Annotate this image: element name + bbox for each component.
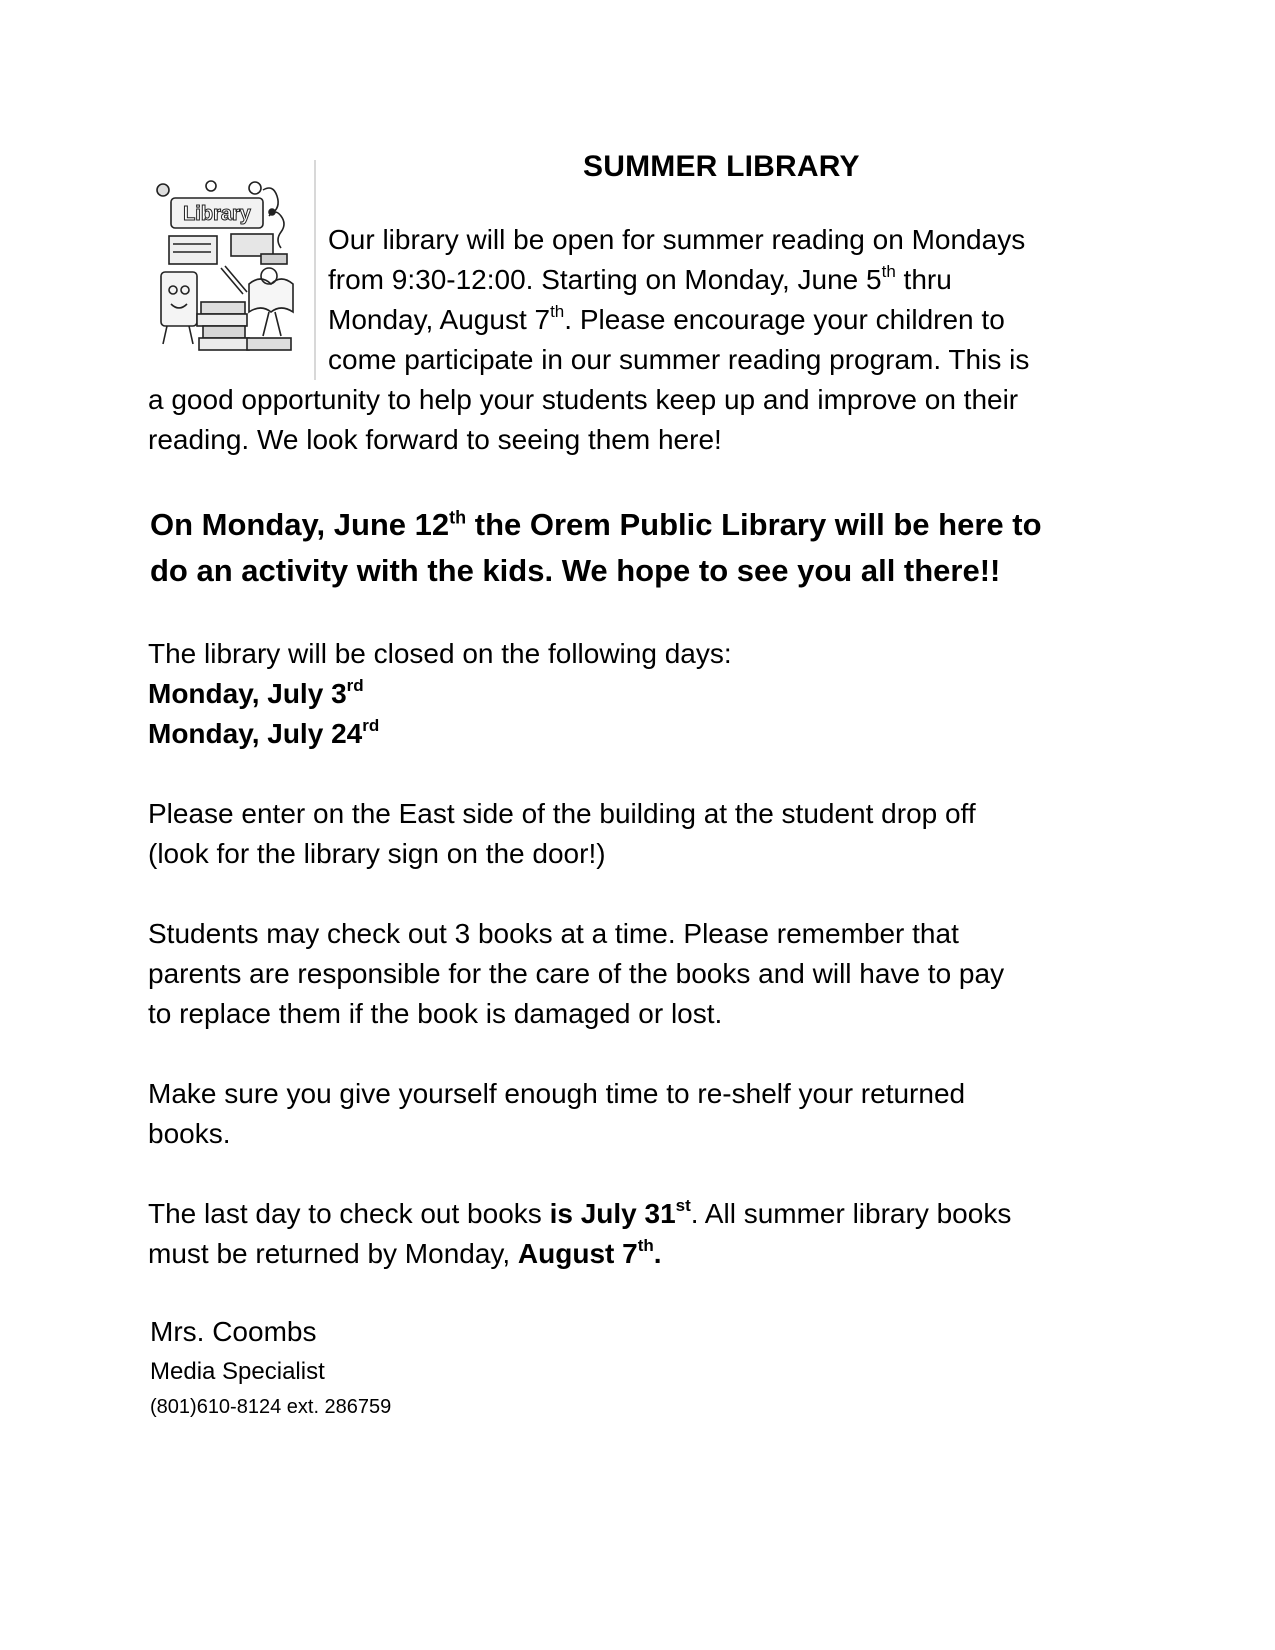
intro-line-6: reading. We look forward to seeing them here! — [148, 424, 722, 455]
page-title: SUMMER LIBRARY — [583, 150, 860, 183]
entrance-line-2: (look for the library sign on the door!) — [148, 838, 606, 869]
policy-line-3: to replace them if the book is damaged or lost. — [148, 998, 723, 1029]
signature-role: Media Specialist — [150, 1358, 325, 1385]
reshelf-line-1: Make sure you give yourself enough time to re-shelf your returned — [148, 1078, 966, 1109]
signature-phone: (801)610-8124 ext. 286759 — [150, 1396, 392, 1418]
reshelf-line-2: books. — [148, 1118, 231, 1149]
signature-name: Mrs. Coombs — [150, 1316, 317, 1347]
intro-line-1: Our library will be open for summer reading on Mondays — [328, 224, 1026, 255]
policy-line-1: Students may check out 3 books at a time. Please remember that — [148, 918, 959, 949]
deadline-line-2: must be returned by Monday, August 7th. — [148, 1235, 662, 1269]
library-clipart-icon — [151, 176, 296, 356]
intro-line-2: from 9:30-12:00. Starting on Monday, June 5th thru — [328, 261, 952, 295]
announcement-line-2: do an activity with the kids. We hope to see you all there!! — [150, 553, 1001, 588]
closed-heading: The library will be closed on the following days: — [148, 638, 732, 669]
intro-line-4: come participate in our summer reading program. This is — [328, 344, 1030, 375]
clipart-divider — [314, 160, 316, 380]
closed-day-2: Monday, July 24rd — [148, 715, 380, 749]
clipart-sign-text: Library — [183, 203, 251, 225]
intro-line-5: a good opportunity to help your students keep up and improve on their — [148, 384, 1019, 415]
policy-line-2: parents are responsible for the care of the books and will have to pay — [148, 958, 1005, 989]
announcement-line-1: On Monday, June 12th the Orem Public Library will be here to — [150, 507, 1042, 542]
deadline-line-1: The last day to check out books is July 31st. All summer library books — [148, 1195, 1012, 1229]
intro-line-3: Monday, August 7th. Please encourage your children to — [328, 301, 1005, 335]
closed-day-1: Monday, July 3rd — [148, 675, 364, 709]
entrance-line-1: Please enter on the East side of the building at the student drop off — [148, 798, 976, 829]
